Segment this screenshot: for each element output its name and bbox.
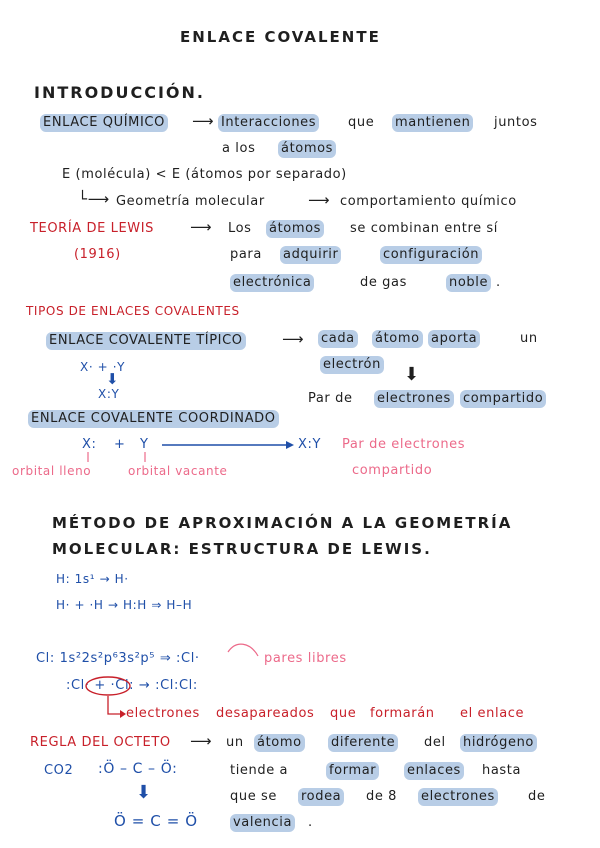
coordinado-term: ENLACE COVALENTE COORDINADO [28,410,279,428]
octeto-word: diferente [328,734,398,752]
par-word: Par de [308,391,353,406]
desap-word: formarán [370,706,435,721]
intro-heading: INTRODUCCIÓN. [34,83,205,102]
octeto-word: . [308,815,313,830]
h-config: H: 1s¹ → H· [56,572,129,586]
energy-line: E (molécula) < E (átomos por separado) [62,167,347,182]
long-arrow-head [286,441,294,449]
octeto-word: de [528,789,546,804]
arrow-icon: ⟶ [190,218,213,236]
tipico-word: átomo [372,330,423,348]
arrow-icon: ⟶ [282,330,305,348]
def-word: mantienen [392,114,473,132]
co2-structure: :Ö – C – Ö: [98,761,178,777]
metodo-heading: MÉTODO DE APROXIMACIÓN A LA GEOMETRÍA [52,514,513,532]
desap-word: que [330,706,357,721]
lewis-word: se combinan entre sí [350,221,499,236]
tipico-result: X:Y [98,387,120,401]
octeto-word: hidrógeno [460,734,537,752]
octeto-word: hasta [482,763,522,778]
def-word: átomos [278,140,336,158]
octeto-word: enlaces [404,762,464,780]
metodo-heading: MOLECULAR: ESTRUCTURA DE LEWIS. [52,540,432,558]
octeto-word: átomo [254,734,305,752]
down-arrow-icon: ⬇ [404,364,420,385]
desap-word: desapareados [216,706,315,721]
tipico-word: cada [318,330,358,348]
cl-config: Cl: 1s²2s²p⁶3s²p⁵ ⇒ :Cl· [36,651,200,666]
pink-curve [228,644,258,656]
desap-word: el enlace [460,706,525,721]
enlace-quimico-term: ENLACE QUÍMICO [40,114,168,132]
arrow-icon: ⟶ [192,112,215,130]
red-hook-arrow [108,696,120,714]
octeto-word: que se [230,789,277,804]
arrow-icon: ⟶ [190,732,213,750]
desap-word: electrones [126,706,200,721]
octeto-word: un [226,735,244,750]
octeto-word: de 8 [366,789,398,804]
co2-final: Ö = C = Ö [114,812,198,830]
lewis-word: noble [446,274,491,292]
regla-label: REGLA DEL OCTETO [30,735,171,750]
lewis-word: Los [228,221,252,236]
octeto-word: formar [326,762,379,780]
lewis-year: (1916) [74,247,121,262]
red-hook-head [120,710,126,718]
lewis-word: átomos [266,220,324,238]
tipico-equation: X· + ·Y [80,360,126,374]
def-word: que [348,115,375,130]
coord-x: X: [82,437,97,452]
octeto-word: tiende a [230,763,289,778]
co2-label: CO2 [44,763,74,778]
def-word: Interacciones [218,114,319,132]
octeto-word: valencia [230,814,295,832]
octeto-word: electrones [418,788,498,806]
lewis-word: de gas [360,275,407,290]
down-arrow-icon: ⬇ [136,782,152,803]
page-title: ENLACE COVALENTE [180,28,381,46]
lewis-word: para [230,247,262,262]
arrow-icon: ⟶ [308,191,331,209]
pares-libres-label: pares libres [264,651,347,666]
down-arrow-icon: ⬇ [106,370,120,388]
octeto-word: rodea [298,788,344,806]
par-word: electrones [374,390,454,408]
h2-formation: H· + ·H → H:H ⇒ H–H [56,598,193,612]
lewis-word: electrónica [230,274,314,292]
par-word: compartido [460,390,546,408]
lewis-label: TEORÍA DE LEWIS [30,221,155,236]
cl2-formation: :Cl· + ·Cl: → :Cl:Cl: [66,678,198,693]
geometria-text: Geometría molecular [116,194,265,209]
tipico-word: aporta [428,330,480,348]
unpaired-oval [86,677,130,695]
coord-note: compartido [352,463,433,478]
tipico-term: ENLACE COVALENTE TÍPICO [46,332,246,350]
lewis-word: . [496,275,501,290]
tipico-word: un [520,331,538,346]
coord-note: Par de electrones [342,437,466,452]
orbital-lleno-label: orbital lleno [12,464,92,478]
coord-y: Y [140,437,149,452]
orbital-vacante-label: orbital vacante [128,464,228,478]
lewis-word: adquirir [280,246,341,264]
def-word: juntos [494,115,538,130]
coord-plus: + [114,437,126,452]
comportamiento-text: comportamiento químico [340,194,517,209]
def-word: a los [222,141,256,156]
lewis-word: configuración [380,246,482,264]
electron-word: electrón [320,356,384,374]
octeto-word: del [424,735,446,750]
coord-result: X:Y [298,437,322,452]
tipos-heading: TIPOS DE ENLACES COVALENTES [26,304,240,318]
hook-arrow-icon: └⟶ [78,190,110,208]
